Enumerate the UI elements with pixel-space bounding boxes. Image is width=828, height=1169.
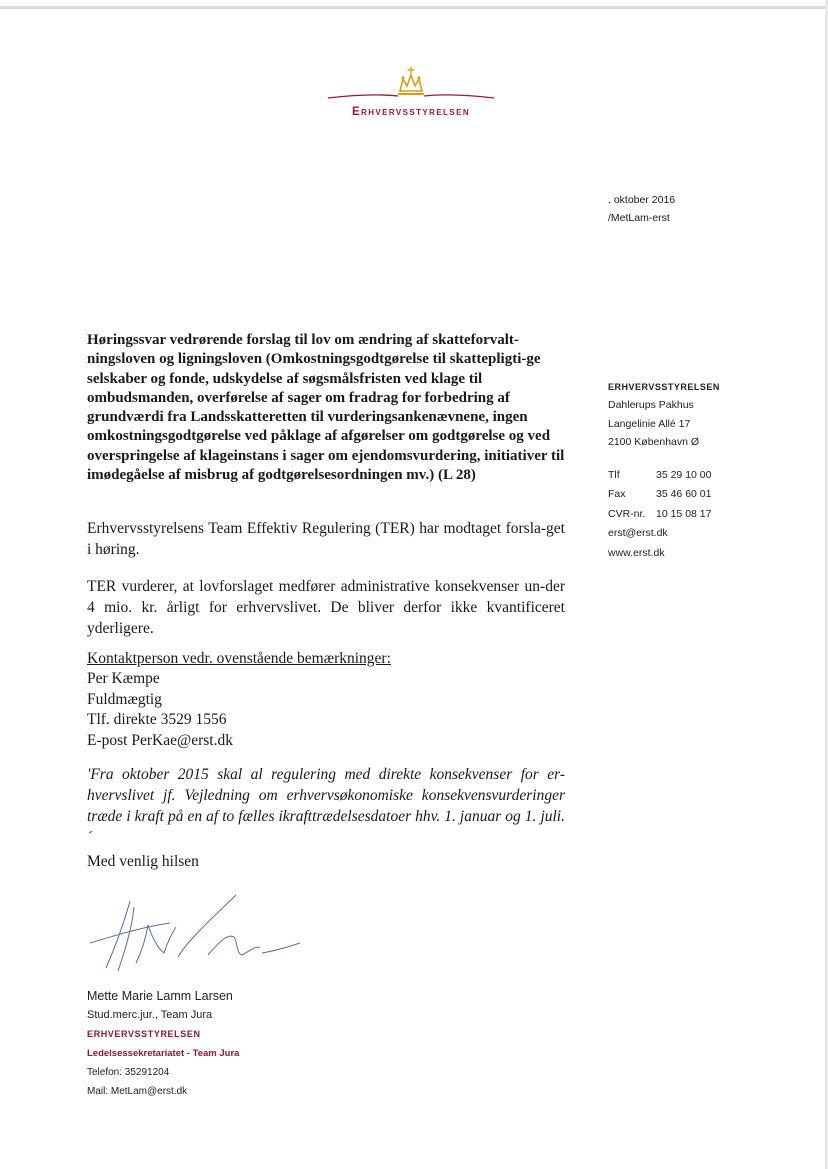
quote-paragraph: 'Fra oktober 2015 skal al regulering med direkte konsekvenser for er-hvervslivet jf. Vejledning om erhvervsøkonomiske konsekvensvurderinger træde i kraft på en af to fælles ikrafttrædelsesdatoer hhv. 1. januar og 1. juli.´ bbox=[87, 766, 565, 846]
sidebar-phone: Tlf 35 29 10 00 bbox=[608, 468, 712, 481]
crown-icon bbox=[326, 64, 496, 104]
sidebar-fax: Fax 35 46 60 01 bbox=[608, 488, 712, 500]
contact-name: Per Kæmpe bbox=[87, 670, 160, 688]
agency-wordmark: Erhvervsstyrelsen bbox=[351, 106, 470, 118]
scan-top-edge bbox=[0, 6, 828, 9]
sender-title: Stud.merc.jur., Team Jura bbox=[87, 1009, 213, 1021]
letter-date: . oktober 2016 bbox=[608, 194, 676, 206]
contact-block bbox=[87, 649, 565, 751]
letter-subject: Høringssvar vedrørende forslag til lov om ændring af skatteforvalt-ningsloven og ligningsloven (Omkostningsgodtgørelse til skattepligti-ge selskaber og fonde, udskydelse af søgsmålsfristen ved klage til ombudsmanden, overførelse af sager om fradrag for forbedring af grundværdi fra Landsskatteretten til vurderingsankenævnene, ingen omkostningsgodtgørelse ved påklage af afgørelser om godtgørelse og ved overspringelse af klageinstans i sager om ejendomsvurdering, initiativer til imødegåelse af misbrug af godtgørelsesordningen mv.) (L 28) bbox=[87, 332, 565, 484]
closing-greeting: Med venlig hilsen bbox=[87, 853, 199, 870]
sidebar-org: ERHVERVSSTYRELSEN bbox=[608, 382, 720, 392]
sender-sidebar bbox=[608, 378, 720, 563]
body-paragraph: TER vurderer, at lovforslaget medfører administrative konsekvenser un-der 4 mio. kr. årligt for erhvervslivet. De bliver derfor ikke kvantificeret yderligere. bbox=[87, 578, 565, 637]
sender-org: ERHVERVSSTYRELSEN bbox=[87, 1029, 201, 1039]
sidebar-address-line: Langelinie Allé 17 bbox=[608, 417, 691, 430]
body-paragraph: Erhvervsstyrelsens Team Effektiv Regulering (TER) har modtaget forsla-get i høring. bbox=[87, 520, 565, 558]
sidebar-address-line: Dahlerups Pakhus bbox=[608, 399, 694, 411]
sender-name: Mette Marie Lamm Larsen bbox=[87, 989, 233, 1003]
sidebar-cvr: CVR-nr. 10 15 08 17 bbox=[608, 507, 712, 520]
sender-block bbox=[87, 987, 239, 1101]
sidebar-address-line: 2100 København Ø bbox=[608, 436, 700, 448]
sidebar-email: erst@erst.dk bbox=[608, 527, 668, 539]
sender-mail: Mail: MetLam@erst.dk bbox=[87, 1086, 188, 1097]
sender-department: Ledelsessekretariatet - Team Jura bbox=[87, 1048, 240, 1059]
letter-reference: /MetLam-erst bbox=[608, 212, 670, 224]
contact-heading: Kontaktperson vedr. ovenstående bemærkninger: bbox=[87, 650, 391, 667]
sender-phone: Telefon: 35291204 bbox=[87, 1067, 170, 1078]
handwritten-signature bbox=[88, 893, 318, 978]
contact-title: Fuldmægtig bbox=[87, 690, 162, 708]
sidebar-website: www.erst.dk bbox=[608, 546, 665, 559]
agency-logo bbox=[326, 64, 496, 126]
contact-email: E-post PerKae@erst.dk bbox=[87, 731, 233, 749]
contact-phone: Tlf. direkte 3529 1556 bbox=[87, 711, 227, 729]
letter-meta bbox=[608, 191, 675, 227]
